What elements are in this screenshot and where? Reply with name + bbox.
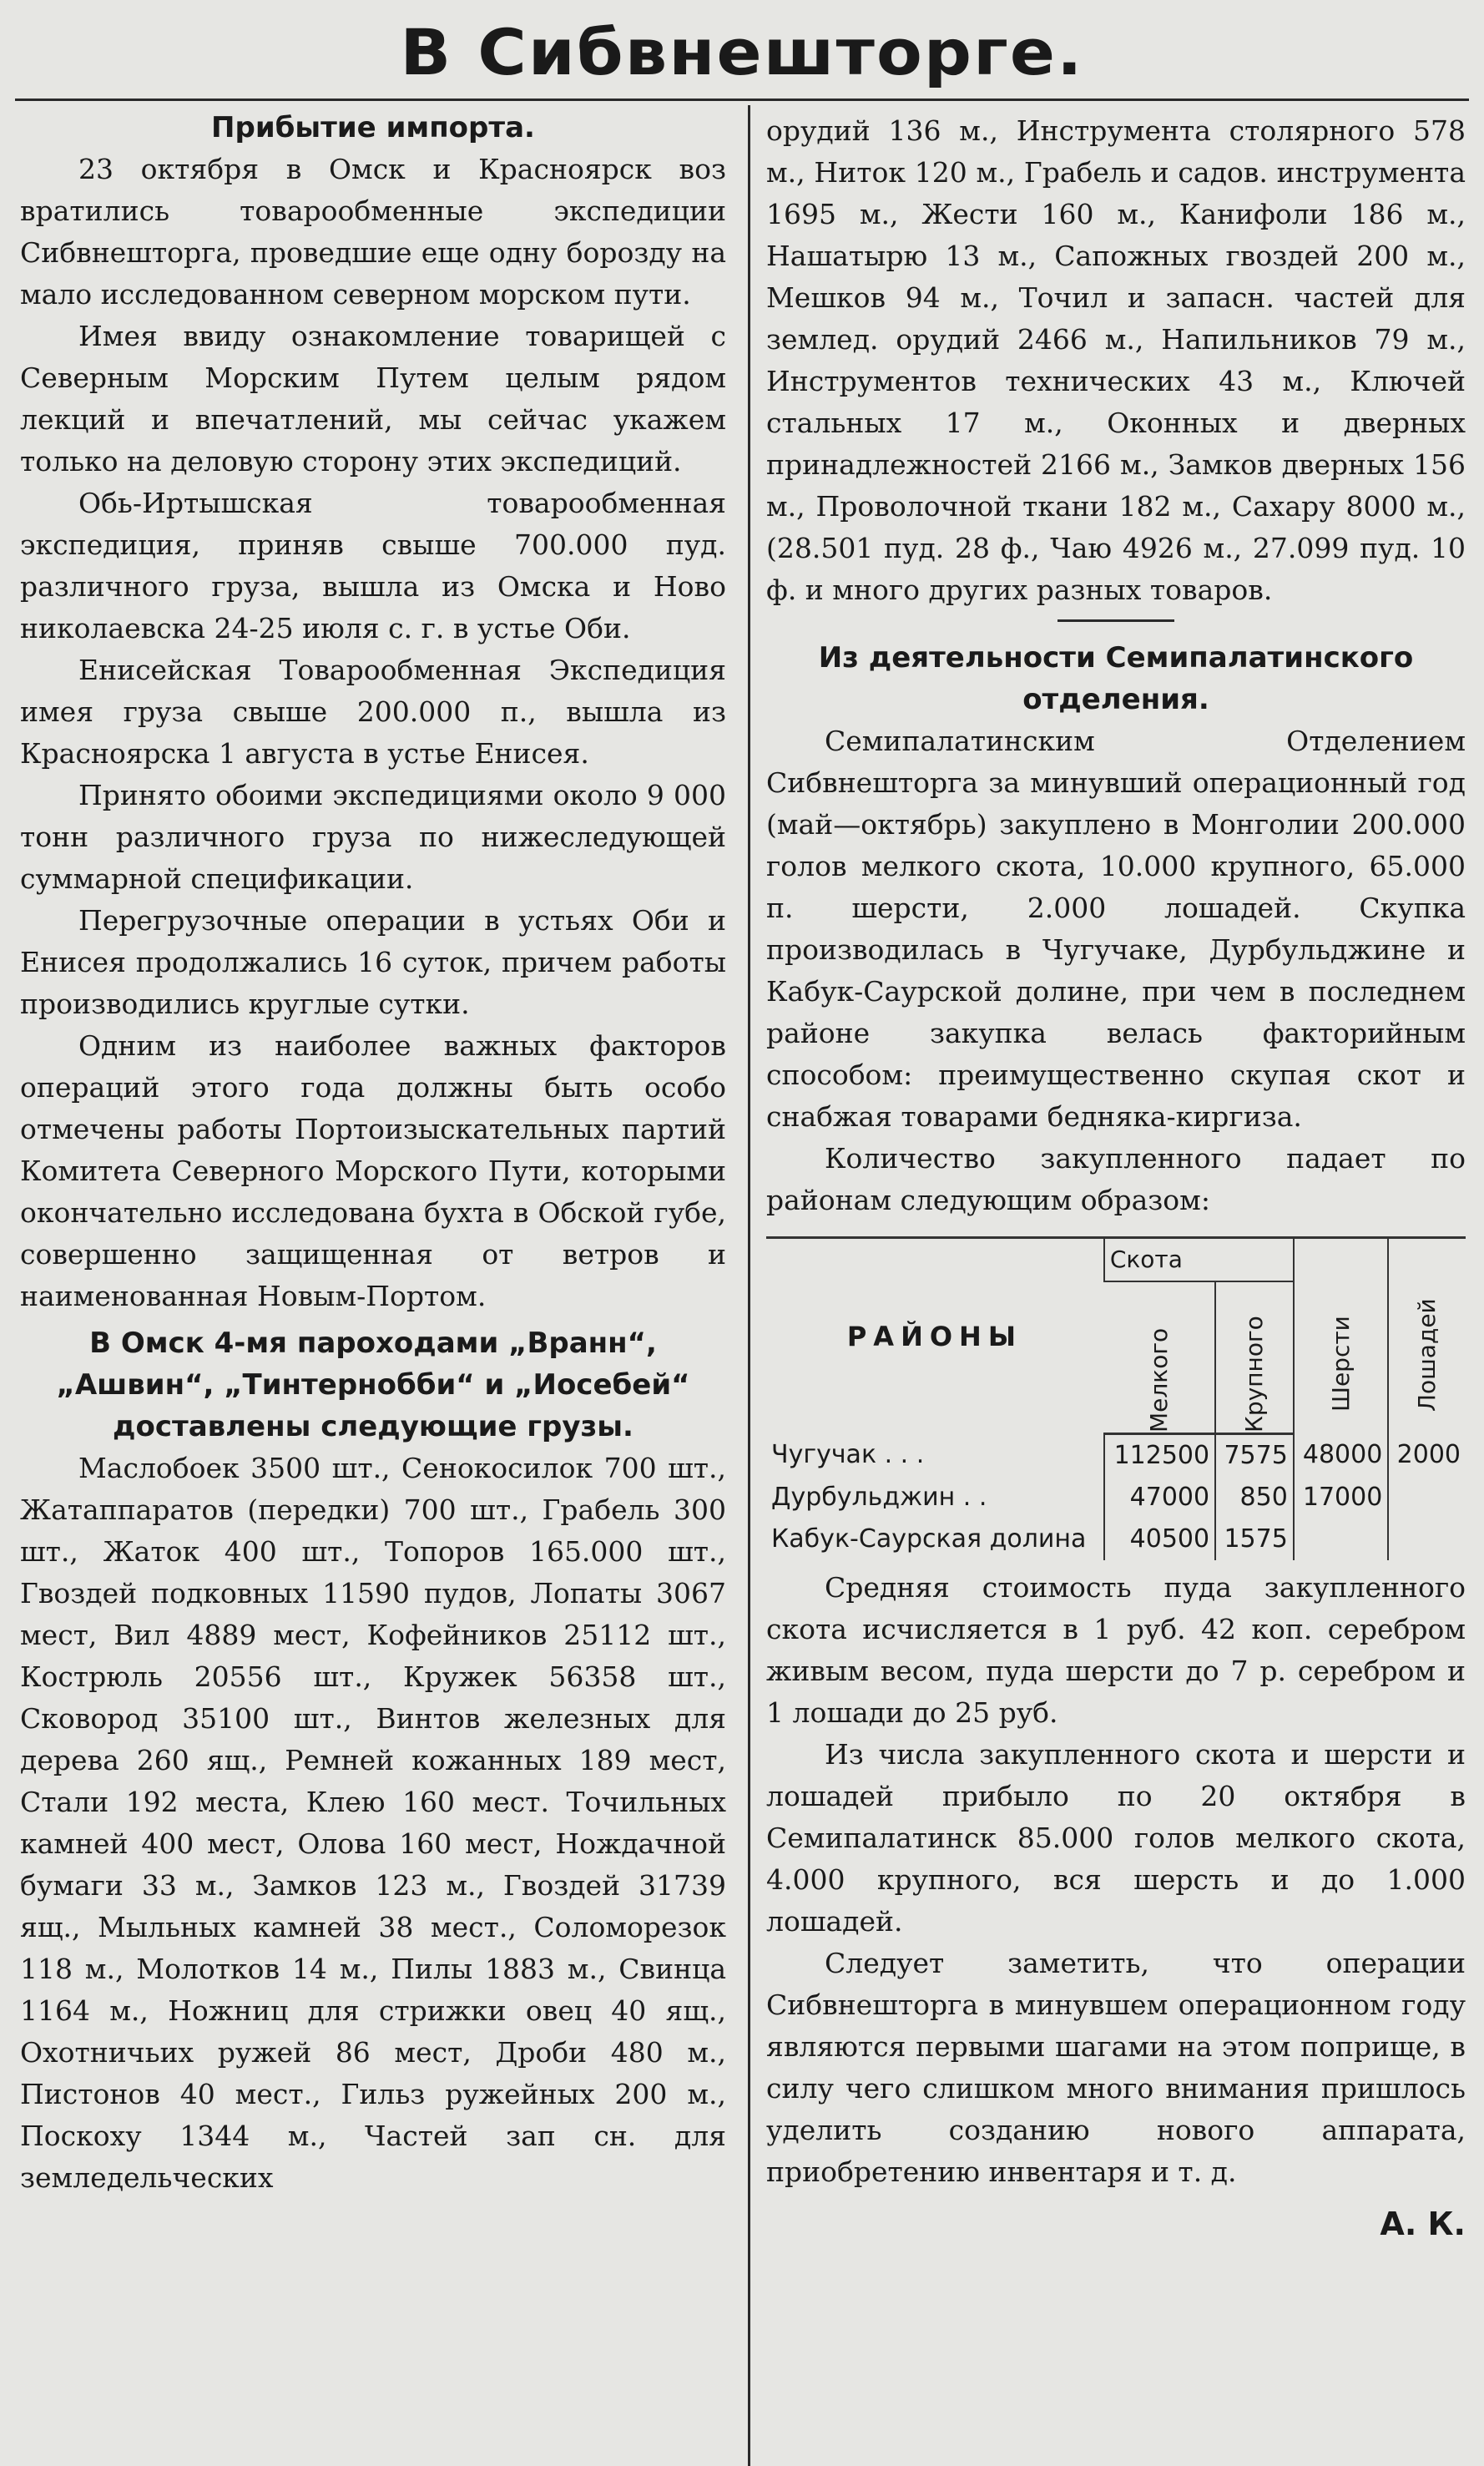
section-title-steamers: В Омск 4-мя пароходами „Вранн“, „Ашвин“, „Тинтернобби“ и „Иосебей“ доставлены следующие грузы. — [56, 1326, 690, 1443]
cell-large: 1575 — [1215, 1519, 1294, 1560]
paragraph-cargo-list: Маслобоек 3500 шт., Сенокосилок 700 шт., Жатаппаратов (передки) 700 шт., Грабель 300 шт., Жаток 400 шт., Топоров 165.000 шт., Гвоздей подковных 11590 пудов, Лопаты 3067 мест, Вил 4889 мест, Кофейников 25112 шт., Кострюль 20556 шт., Кружек 56358 шт., Сковород 35100 шт., Винтов железных для дерева 260 ящ., Ремней кожанных 189 мест, Стали 192 места, Клею 160 мест. Точильных камней 400 мест, Олова 160 мест, Нождачной бумаги 33 м., Замков 123 м., Гвоздей 31739 ящ., Мыльных камней 38 мест., Соломорезок 118 м., Молотков 14 м., Пилы 1883 м., Свинца 1164 м., Ножниц для стрижки овец 40 ящ., Охотничьих ружей 86 мест, Дроби 480 м., Пистонов 40 мест., Гильз ружейных 200 м., Поскоху 1344 м., Частей зап сн. для земледельческих — [20, 1452, 726, 2194]
table-row — [766, 1477, 1466, 1519]
row-name: Кабук-Саурская долина — [771, 1524, 1087, 1554]
cell-large: 7575 — [1215, 1434, 1294, 1478]
paragraph: Следует заметить, что операции Сибвнешторга в минувшем операционном году являются первыми шагами на этом поприще, в силу чего слишком много внимания пришлось уделить созданию нового аппарата, приобретению инвентаря и т. д. — [766, 1947, 1466, 2188]
column-header-small: Мелкого — [1104, 1281, 1215, 1434]
cell-small: 40500 — [1104, 1519, 1215, 1560]
cell-horses — [1388, 1519, 1466, 1560]
column-header-rayon: РАЙОНЫ — [766, 1238, 1104, 1434]
left-column — [20, 107, 726, 2199]
purchase-table — [766, 1236, 1466, 1560]
paragraph: Принято обоими экспедициями около 9 000 тонн различного груза по нижеследующей суммарной спецификации. — [20, 779, 726, 895]
paragraph: Одним из наиболее важных факторов операций этого года должны быть особо отмечены работы Портоизыскательных партий Комитета Северного Морского Пути, которыми окончательно исследована бухта в Обской губе, совершенно защищенная от ветров и наименованная Новым-Портом. — [20, 1029, 726, 1312]
headline-rule — [15, 99, 1469, 101]
table-row — [766, 1434, 1466, 1478]
paragraph: Имея ввиду ознакомление товарищей с Северным Морским Путем целым рядом лекций и впечатлений, мы сейчас укажем только на деловую сторону этих экспедиций. — [20, 320, 726, 478]
paragraph: Перегрузочные операции в устьях Оби и Енисея продолжались 16 суток, причем работы производились круглые сутки. — [20, 904, 726, 1020]
cell-small: 47000 — [1104, 1477, 1215, 1519]
column-header-large: Крупного — [1215, 1281, 1294, 1434]
section-title-semipalatinsk: Из деятельности Семипалатинского отделения. — [818, 641, 1414, 716]
cell-horses: 2000 — [1388, 1434, 1466, 1478]
section-title-import-arrival: Прибытие импорта. — [211, 111, 535, 144]
cell-wool — [1294, 1519, 1388, 1560]
paragraph: Средняя стоимость пуда закупленного скота исчисляется в 1 руб. 42 коп. серебром живым весом, пуда шерсти до 7 р. серебром и 1 лошади до 25 руб. — [766, 1571, 1466, 1729]
right-column — [766, 110, 1466, 2245]
column-header-horses: Лошадей — [1388, 1238, 1466, 1434]
cell-large: 850 — [1215, 1477, 1294, 1519]
cell-wool: 17000 — [1294, 1477, 1388, 1519]
column-header-wool: Шерсти — [1294, 1238, 1388, 1434]
paragraph: Количество закупленного падает по районам следующим образом: — [766, 1142, 1466, 1216]
cell-small: 112500 — [1104, 1434, 1215, 1478]
paragraph: Из числа закупленного скота и шерсти и лошадей прибыло по 20 октября в Семипалатинск 85.000 голов мелкого скота, 4.000 крупного, вся шерсть и до 1.000 лошадей. — [766, 1738, 1466, 1938]
row-name: Чугучак . . . — [771, 1440, 925, 1470]
column-group-header: Скота — [1104, 1238, 1294, 1282]
table-row — [766, 1519, 1466, 1560]
cell-wool: 48000 — [1294, 1434, 1388, 1478]
cell-horses — [1388, 1477, 1466, 1519]
paragraph: Семипалатинским Отделением Сибвнешторга за минувший операционный год (май—октябрь) закуплено в Монголии 200.000 голов мелкого скота, 10.000 крупного, 65.000 п. шерсти, 2.000 лошадей. Скупка производилась в Чугучаке, Дурбульджине и Кабук-Саурской долине, при чем в последнем районе закупка велась факторийным способом: преимущественно скупая скот и снабжая товарами бедняка-киргиза. — [766, 725, 1466, 1133]
paragraph: 23 октября в Омск и Красноярск воз вратились товарообменные экспедиции Сибвнешторга, проведшие еще одну борозду на мало исследованном северном морском пути. — [20, 153, 726, 311]
section-separator — [1057, 619, 1174, 622]
column-divider — [748, 105, 750, 2466]
paragraph: Енисейская Товарообменная Экспедиция имея груза свыше 200.000 п., вышла из Красноярска 1 августа в устье Енисея. — [20, 654, 726, 770]
author-signature: А. К. — [1380, 2206, 1466, 2242]
paragraph: Обь-Иртышская товарообменная экспедиция, приняв свыше 700.000 пуд. различного груза, вышла из Омска и Ново николаевска 24-25 июля с. г. в устье Оби. — [20, 487, 726, 644]
paragraph-cargo-list-continued: орудий 136 м., Инструмента столярного 578 м., Ниток 120 м., Грабель и садов. инструмента 1695 м., Жести 160 м., Канифоли 186 м., Нашатырю 13 м., Сапожных гвоздей 200 м., Мешков 94 м., Точил и запасн. частей для землед. орудий 2466 м., Напильников 79 м., Инструментов технических 43 м., Ключей стальных 17 м., Оконных и дверных принадлежностей 2166 м., Замков дверных 156 м., Проволочной ткани 182 м., Сахару 8000 м., (28.501 пуд. 28 ф., Чаю 4926 м., 27.099 пуд. 10 ф. и много других разных товаров. — [766, 114, 1466, 606]
headline: В Сибвнешторге. — [400, 15, 1084, 89]
row-name: Дурбульджин . . — [771, 1483, 987, 1512]
